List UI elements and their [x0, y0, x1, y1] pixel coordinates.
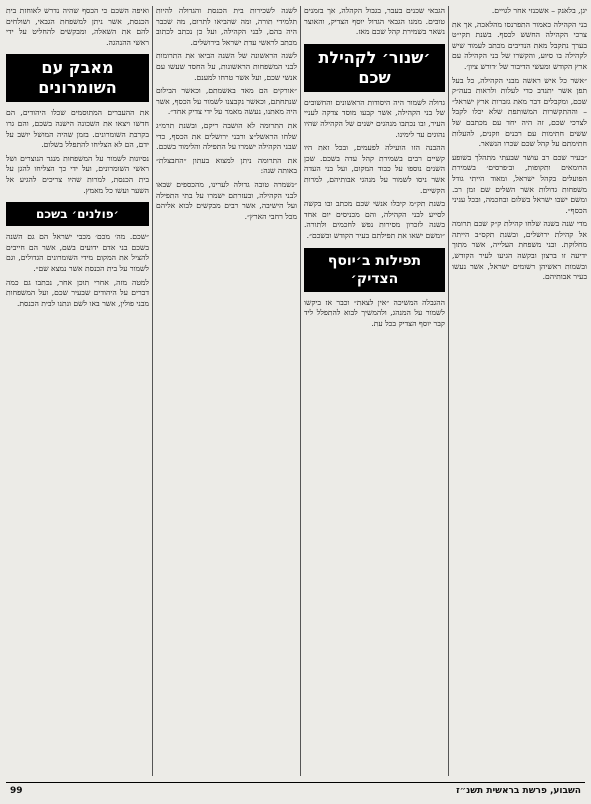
- paragraph: ״בעיר שכם רב עושר שבעתי מתהלך בשופע הרומאים ותקופות, וב׳פרסים׳ בשמירת הפועלים בקהל ישראל, ומאוד הייתי גודל משפחות גדולות אשר השלים שם זמן רב. ומשם ישבו ישראל בשלום ובחכמה, ובכל עניני הכסף״.: [452, 152, 587, 215]
- paragraph: לשנה לשכירות בית הכנסת והגדולה להיות תלמידי תורה, ומה שהביאו לתרום, מה שכבר היה בהם, לבני הקהילה, ועל כן נכתב לכתוב מכתב לראשי עדת ישראל בירושלים.: [156, 6, 297, 47]
- page-footer: [6, 782, 585, 799]
- paragraph: את ההעברים המתוסמים שכלו היהודים, הם חדשו ויצאו את השכונה הישנה בשכם, והם גרו בקרבת השומרונים. בזמן שהיה המושל יושב על ידם, הם לא הצליחו להתפלל בשלום.: [6, 108, 149, 150]
- paragraph: בני הקהילה כאמור התפרנסו מהלאכה, אך את צרכי הקהילה החשש לכסף. בשנת תקי״ט בערך נתקבל מאת הנדיבים מכתב לעמוד שיש לקהילה בו סיוע, והקשרו של בני הקהילה עם ארץ הקודש ומעשי הדיבור של ׳דורש ציון׳.: [452, 19, 587, 71]
- paragraph: ההבנה הזו הועילה לפעמים, ובכל זאת היו קשיים רבים בשמירת קהל עדה בשכם. שכן השנים נוספו על כבוד המקום, ועל בני העדה אשר ניסו לשמור על מנהגי אבותיהם, למרות הקשיים.: [304, 143, 445, 195]
- section-heading-samaritans: מאבק עם השומרונים: [6, 54, 149, 102]
- publication-title: השבוע, פרשת בראשית תשנ״ז: [456, 786, 581, 796]
- page-number: 99: [10, 786, 23, 796]
- column-divider: [300, 6, 301, 776]
- section-heading-shnor: ׳שנור׳ לקהילת שכם: [304, 44, 445, 92]
- section-heading-poles: ׳פולנים׳ בשכם: [6, 202, 149, 226]
- column-2: [304, 6, 445, 776]
- paragraph: ואיפה השכם כי הכסף שהיה נדרש לאוחזת בית הכנסת, אשר ניתן למשפחת הגבאי, ושולחים להם את השאלה, ומבקשים להחליט על ידי ראשי ההנהגה.: [6, 6, 149, 47]
- paragraph: למטה מזה, אחרי תוכן אחר, נכתבו גם כמה דברים על היהודים שבעיר שכם, ועל המשפחות מבני פולין, אשר באו לשם ונתנו לבית הכנסת.: [6, 277, 149, 308]
- column-4: [6, 6, 149, 776]
- column-1: [452, 6, 587, 776]
- paragraph: נסיונות לשמור על המשפחות מנגד הנוצרים ושל ראשי השומרונים, ועל ידי כך הצליחו להגן על בית הכנסת, למרות שהיו צריכים להגיע אל השער ועשו כל מאמץ.: [6, 153, 149, 195]
- paragraph: הגבאי שכנים בעבר, בגבול הקהלה, אך בזמנים טובים. ממנו הגבאי הגדול יוסף הצדיק, והאוצר נשאר בשמירת קהל שכם מאז.: [304, 6, 445, 37]
- paragraph: ״אורקים הם מאד באשמתם, וכאשר הבילום שנתחתם, וכאשר נקבצנו לשמור על הכסף, אשר היה מאתנו, נעשה מאמר על ידי צדיק אחד״.: [156, 86, 297, 117]
- paragraph: גדולה לשמור היה היסודות הראשונים והחשובים של בני הקהילה, אשר קבעו מוסד צדקה לעניי העיר, ובו נכתבו מנהגים ישנים של הקהילה שהיו נהוגים עד לימינו.: [304, 97, 445, 139]
- paragraph: ״שכם. מה׳ מכם׳ מכבי ישראל הם גם השנה בשכם בני אדם ידועים בשם, אשר הם חייבים להציל את המקום מידי השומרונים הגדולים, וגם לשמור על בית הכנסת אשר נמצא שם״.: [6, 232, 149, 273]
- column-3: [156, 6, 297, 776]
- paragraph: לשנה הראשונה של השנה הביאו את התרומות לבני המשפחות הראשונות, על החסד שעשו עם אנשי שכם, ועל אשר טרחו למענם.: [156, 51, 297, 82]
- paragraph: בשנת תק״מ קיבלו אנשי שכם מכתב ובו בקשה לסייע לבני הקהילה, והם מכניסים יום אחד בשנה לזכרון מסירות נפש לחכמים ולתורה. ״ומשם ישאו את תפילתם בעיר הקודש ובשכם״.: [304, 199, 445, 240]
- column-divider: [152, 6, 153, 776]
- paragraph: מדי שנה בשנה שלחו קהילת ק״ק שכם תרומה אל קהילת ירושלים, ובשנת תקס״ב הייתה מחלוקת. ובני משפחת העלייה, אשר מתוך ידיעה זו ברצון ובקשה הגיעו לעיר הקודש, ובשמות ראשיהן רשומים ישראל, אשר נעשו בעיר אבותיהם.: [452, 219, 587, 282]
- paragraph: את התרומה לא הושבה ריקם, ובשנת תרמ״ג שלחו הראשל״צ ורבני ירושלים את הכסף, כדי שבני הקהילה ישמרו על התפילה והלימוד בשכם.: [156, 120, 297, 152]
- paragraph: יגן, בלאנק – אשכנזי אחר לגויים.: [491, 6, 587, 15]
- section-heading-prayers: תפילות ב׳יוסף הצדיק׳: [304, 248, 445, 292]
- paragraph: את התרומה ניתן למצוא בעתון ״החבצלת״ באותה שנה:: [156, 155, 297, 176]
- paragraph: ההגבלה המשיכה ״אין לצאת״ וכבר אז ביקשו לשמור על המנהג, ולהמשיך לבוא להתפלל ליד קבר יוסף הצדיק בכל עת.: [304, 297, 445, 328]
- paragraph: ״אשר כל איש ראשה מבני הקהילה, כל בעל תפן אשר יתנדב כדי לעלות ולראות בעה״ק שכם, ומקבלים דבר מאת גזברות ארץ ישראל״ – וההתקשרות המשותפת שלא יכלו לקבל לצרכי שכם, זה היה יחד עם מכתבם של ששים חתימות עם רבנים וזקנים, להעלות חתימתם על קהל שכם שכרו הנשאר.: [452, 75, 587, 149]
- paragraph: ״נשמרה טובה גדולה לערינו, מהכספים שבאו לבני הקהילה, ובעזרתם ישמרו על בתי התפילה ועל הישיבה, אשר רבים מבקשים לבוא אליהם מכל רחבי הארץ״.: [156, 179, 297, 221]
- column-divider: [448, 6, 449, 776]
